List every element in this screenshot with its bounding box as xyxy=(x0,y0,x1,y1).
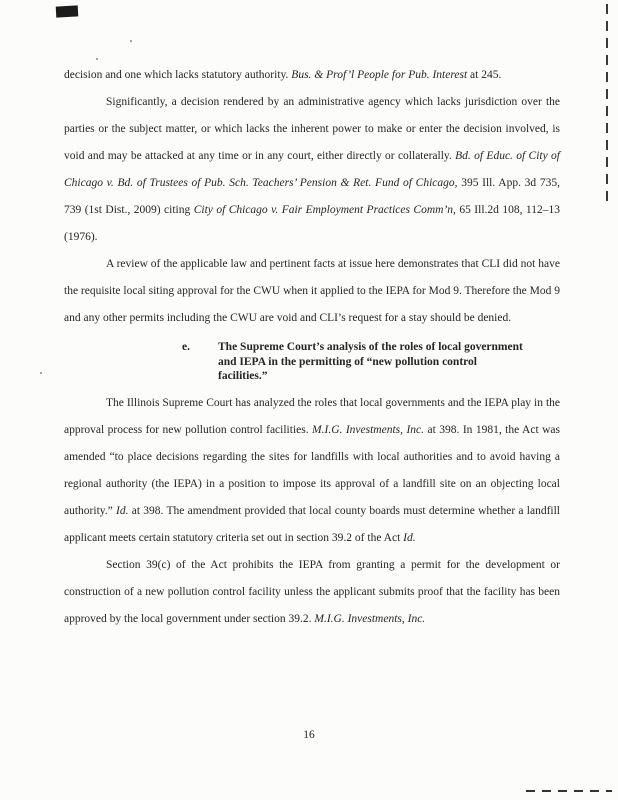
body-text: , 395 Ill. App. 3d 735, 739 (1st Dist., 2009) citing xyxy=(64,177,560,216)
scan-mark-top-left xyxy=(56,5,79,17)
body-text: at 398. The amendment provided that local county boards must determine whether a landfill applicant meets certain statutory criteria set out in section 39.2 of the Act xyxy=(64,504,560,544)
document-body xyxy=(64,62,560,633)
section-heading xyxy=(182,340,527,384)
body-text: decision and one which lacks statutory authority. xyxy=(64,69,292,81)
heading-label: e. xyxy=(182,341,190,353)
scan-dashed-line-bottom-right xyxy=(526,790,612,792)
body-text: A review of the applicable law and pertinent facts at issue here demonstrates that CLI did not have the requisite local siting approval for the CWU when it applied to the IEPA for Mod 9. Therefore the Mod 9 and any other permits including the CWU are void and CLI’s request for a stay should be denied. xyxy=(64,258,560,324)
body-text: The Supreme Court’s analysis of the roles of local government and IEPA in the permitting of “new pollution control facilities.” xyxy=(218,341,523,382)
scan-speck xyxy=(96,58,98,60)
citation-text: Id. xyxy=(403,531,416,544)
citation-text: Bd. of Educ. of City of Chicago v. Bd. of Trustees of Pub. Sch. Teachers’ Pension & Ret. Fund of Chicago xyxy=(64,150,561,189)
heading-text xyxy=(218,340,527,384)
body-text: at 398. In 1981, the Act was amended “to place decisions regarding the sites for landfills with local authorities and to avoid having a regional authority (the IEPA) in a position to impose its approval of a landfill site on an objecting local authority.” xyxy=(64,423,560,517)
citation-text: M.I.G. Investments, Inc. xyxy=(312,423,425,436)
citation-text: Id. xyxy=(116,504,129,517)
body-text: The Illinois Supreme Court has analyzed the roles that local governments and the IEPA play in the approval process for new pollution control facilities. xyxy=(64,396,560,436)
paragraph xyxy=(64,62,560,89)
body-text: Significantly, a decision rendered by an administrative agency which lacks jurisdiction over the parties or the subject matter, or which lacks the inherent power to make or enter the decision involved, is void and may be attacked at any time or in any court, either directly or collaterally. xyxy=(64,96,560,162)
page-number: 16 xyxy=(303,729,315,741)
paragraph xyxy=(64,552,560,633)
body-text: at 245. xyxy=(467,69,502,81)
body-text: Section 39(c) of the Act prohibits the IEPA from granting a permit for the development or construction of a new pollution control facility unless the applicant submits proof that the facility has been approved by the local government under section 39.2. xyxy=(64,558,560,625)
scan-dashed-line-right-edge xyxy=(606,4,608,206)
paragraph xyxy=(64,251,560,332)
scan-speck xyxy=(130,40,132,42)
paragraph xyxy=(64,89,560,251)
citation-text: City of Chicago v. Fair Employment Practices Comm’n xyxy=(193,204,454,216)
scan-speck xyxy=(40,372,42,374)
paragraph xyxy=(64,390,560,552)
citation-text: Bus. & Prof’l People for Pub. Interest xyxy=(291,69,468,81)
body-text: , 65 Ill.2d 108, 112–13 (1976). xyxy=(64,204,560,243)
citation-text: M.I.G. Investments, Inc. xyxy=(314,612,426,625)
